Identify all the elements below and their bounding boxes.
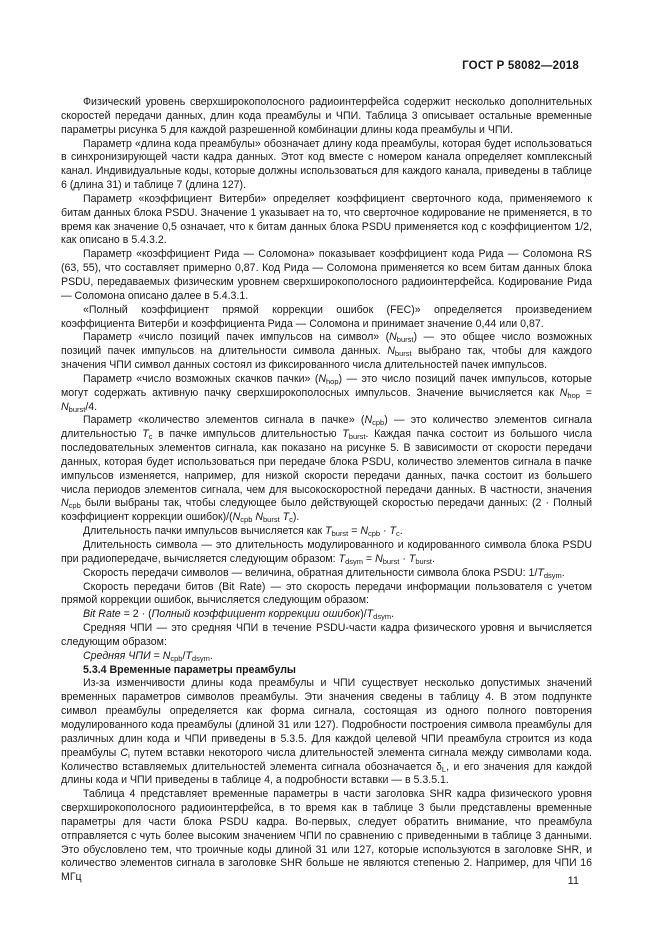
text: . Каждая пачка состоит из большого числа последовательных элементов сигнала, как показано на рисунке 5. В зависимости от скорости передачи данных, которая будет использоваться при передаче блока PSDU, количество элементов сигнала в пачке импульсов изменяется, например, для низкой скорости передачи данных, пачка состоит из большего числа периодов элементов сигнала, чем для высокоскоростной передачи данных. В частности, значения: [61, 428, 592, 496]
subscript: burst: [394, 349, 412, 359]
paragraph: [61, 525, 592, 539]
text: /: [182, 649, 186, 662]
text: ·: [399, 552, 409, 565]
subscript: L: [441, 764, 447, 774]
section-title: Временные параметры преамбулы: [109, 663, 296, 676]
subscript: i: [128, 750, 130, 760]
symbol: N: [162, 649, 171, 662]
text: =: [150, 649, 163, 662]
symbol: N: [360, 525, 368, 538]
symbol: N: [318, 372, 327, 385]
paragraph: [61, 414, 592, 525]
subscript: dsym: [543, 570, 562, 580]
text: ) — это число позиций пачек импульсов, которые могут содержать активную пачку сверхширокополосных импульсов. Значение вычисляется как: [61, 372, 593, 399]
symbol: T: [537, 566, 544, 579]
text: .: [561, 566, 565, 579]
symbol: N: [389, 331, 397, 344]
paragraph: [61, 567, 592, 581]
text: )/: [360, 608, 367, 621]
symbol: N: [559, 386, 568, 399]
symbol: T: [142, 428, 149, 441]
subscript: dsym: [345, 556, 363, 566]
text: =: [579, 386, 592, 399]
subscript: cpb: [372, 418, 385, 428]
text: выбрано так, чтобы для каждого значения ЧПИ символ данных состоял из фиксированного числа длительностей пачек импульсов.: [61, 345, 593, 372]
symbol: N: [232, 511, 241, 524]
text: в пачке импульсов длительностью: [152, 428, 343, 441]
subscript: hop: [326, 376, 339, 386]
text: /4.: [85, 400, 98, 413]
symbol: T: [342, 428, 349, 441]
symbol: N: [61, 400, 69, 413]
paragraph: [61, 677, 592, 788]
formula-bit-rate: [61, 608, 592, 622]
paragraph: Параметр «коэффициент Витерби» определяет коэффициент сверточного кода, применяемого к битам данных блока PSDU. Значение 1 указывает на то, что сверточное кодирование не применяется, в то время как значение 0,5 означает, что к битам данных блока PSDU применяется код с коэффициентом 1/2, как описано в 5.4.3.2.: [61, 192, 592, 247]
subscript: cpb: [240, 515, 253, 525]
subscript: cpb: [367, 529, 381, 539]
text: были выбраны так, чтобы следующее было действующей скоростью передачи данных: (2 · Полный коэффициент коррекции ошибок)/(: [61, 497, 592, 524]
subscript: c: [148, 432, 153, 442]
symbol: T: [408, 552, 416, 565]
paragraph: [61, 373, 592, 415]
paragraph: [61, 539, 592, 567]
subscript: burst: [263, 515, 280, 525]
formula-lhs: Bit Rate: [83, 608, 121, 621]
text: ·: [380, 525, 390, 538]
text: Длительность символа — это длительность модулированного и кодированного символа блока PSDU при радиопередаче, вычисляется следующим образом:: [61, 539, 592, 565]
page-number: 11: [567, 875, 579, 887]
subscript: hop: [567, 390, 580, 400]
text: =: [362, 552, 376, 565]
symbol: T: [389, 525, 396, 538]
text: = 2 · (: [120, 608, 152, 621]
text: .: [432, 552, 435, 565]
text: , и его значения для каждой длины кода и ЧПИ приведены в таблице 4, а подробности вставки — в 5.3.5.1.: [61, 760, 592, 787]
formula-mean-prf: [61, 650, 592, 664]
paragraph: Таблица 4 представляет временные параметры в части заголовка SHR кадра физического уровня сверхширокополосного радиоинтерфейса, в то время как в таблице 3 были представлены временные параметры для части блока PSDU кадра. Во-первых, следует обратить внимание, что преамбула отправляется с чуть более высоким значением ЧПИ по сравнению с приведенными в таблице 3 данными. Это обусловлено тем, что троичные коды длиной 31 или 127, которые используются в заголовке SHR, и количество элементов сигнала в заголовке SHR больше не являются степенью 2. Например, для ЧПИ 16 МГц: [61, 788, 592, 884]
subscript: burst: [415, 556, 432, 566]
text: ) — это количество элементов сигнала длительностью: [61, 414, 593, 441]
symbol: N: [255, 511, 263, 524]
formula-lhs: Средняя ЧПИ: [83, 649, 151, 662]
paragraph: «Полный коэффициент прямой коррекции ошибок (FEC)» определяется произведением коэффициента Витерби и коэффициента Рида — Соломона и принимает значение 0,44 или 0,87.: [61, 303, 592, 330]
text: .: [399, 525, 403, 538]
paragraph: Скорость передачи битов (Bit Rate) — это скорость передачи информации пользователя с учетом прямой коррекции ошибок, вычисляется следующим образом:: [61, 580, 592, 607]
symbol: T: [325, 525, 332, 538]
subscript: burst: [331, 529, 349, 539]
subscript: cpb: [170, 653, 183, 663]
subscript: c: [395, 529, 400, 539]
text: Длительность пачки импульсов вычисляется как: [83, 525, 326, 538]
subscript: burst: [68, 404, 86, 414]
formula-term: Полный коэффициент коррекции ошибок: [151, 608, 361, 621]
text: Параметр «число позиций пачек импульсов на символ» (: [83, 331, 390, 344]
subscript: burst: [348, 432, 366, 442]
text: =: [348, 525, 361, 538]
paragraph: [61, 331, 592, 373]
text: Из-за изменчивости длины кода преамбулы и ЧПИ существует несколько допустимых значений временных параметров символов преамбулы. Эти значения сведены в таблицу 4. В этом подпункте символ преамбулы определяется как форма сигнала, состоящая из одного полного повторения модулированного кода преамбулы (длиной 31 или 127). Подробности построения символа преамбулы для различных длин кода и ЧПИ приведены в 5.3.5. Для каждой целевой ЧПИ преамбула строится из кода преамбулы: [61, 677, 592, 759]
subscript: c: [289, 515, 293, 525]
symbol: N: [61, 497, 69, 510]
symbol: N: [387, 345, 395, 358]
text: ) — это общее число возможных позиций пачек импульсов на длительности символа данных.: [61, 331, 592, 358]
subscript: cpb: [68, 501, 81, 511]
paragraph: Параметр «длина кода преамбулы» обозначает длину кода преамбулы, которая будет использоваться в синхронизирующей части кадра данных. Этот код вместе с номером канала определяет комплексный канал. Индивидуальные коды, которые должны использоваться для каждого канала, приведены в таблице 6 (длина 31) и таблице 7 (длина 127).: [61, 137, 592, 192]
subscript: dsym: [373, 612, 392, 622]
subscript: burst: [382, 556, 400, 566]
text: путем вставки некоторого числа длительностей элемента сигнала между символами кода. Количество вставляемых длительностей элемента сигнала обозначается δ: [61, 746, 593, 773]
text: ).: [292, 511, 300, 524]
symbol: T: [282, 511, 290, 524]
text: .: [209, 649, 213, 662]
text: Параметр «количество элементов сигнала в пачке» (: [83, 414, 365, 427]
symbol: T: [185, 649, 192, 662]
symbol: N: [375, 552, 383, 565]
paragraph: Физический уровень сверхширокополосного радиоинтерфейса содержит несколько дополнительных скоростей передачи данных, длин кода преамбулы и ЧПИ. Таблица 3 описывает остальные временные параметры рисунка 5 для каждой разрешенной комбинации длины кода преамбулы и ЧПИ.: [61, 96, 592, 136]
symbol: N: [364, 414, 373, 427]
paragraph: Параметр «коэффициент Рида — Соломона» показывает коэффициент кода Рида — Соломона RS (63, 55), что составляет примерно 0,87. Код Рида — Соломона применяется ко всем битам данных блока PSDU, передаваемых физическим уровнем сверхширокополосного радиоинтерфейса. Кодирование Рида — Соломона описано далее в 5.4.3.1.: [61, 248, 592, 302]
body-text: [61, 96, 592, 885]
subscript: burst: [396, 335, 414, 345]
text: .: [391, 608, 395, 621]
paragraph: Средняя ЧПИ — это средняя ЧПИ в течение PSDU-части кадра физического уровня и вычисляется следующим образом:: [61, 622, 592, 648]
text: Параметр «число возможных скачков пачки» (: [83, 372, 319, 385]
symbol: T: [338, 552, 346, 565]
subscript: dsym: [191, 653, 210, 663]
page-header-standard-id: ГОСТ Р 58082—2018: [462, 60, 579, 72]
symbol: C: [120, 746, 129, 759]
text: Скорость передачи символов — величина, обратная длительности символа блока PSDU: 1/: [83, 566, 538, 579]
section-heading: [61, 664, 592, 678]
symbol: T: [366, 608, 374, 621]
section-number: 5.3.4: [83, 663, 107, 676]
